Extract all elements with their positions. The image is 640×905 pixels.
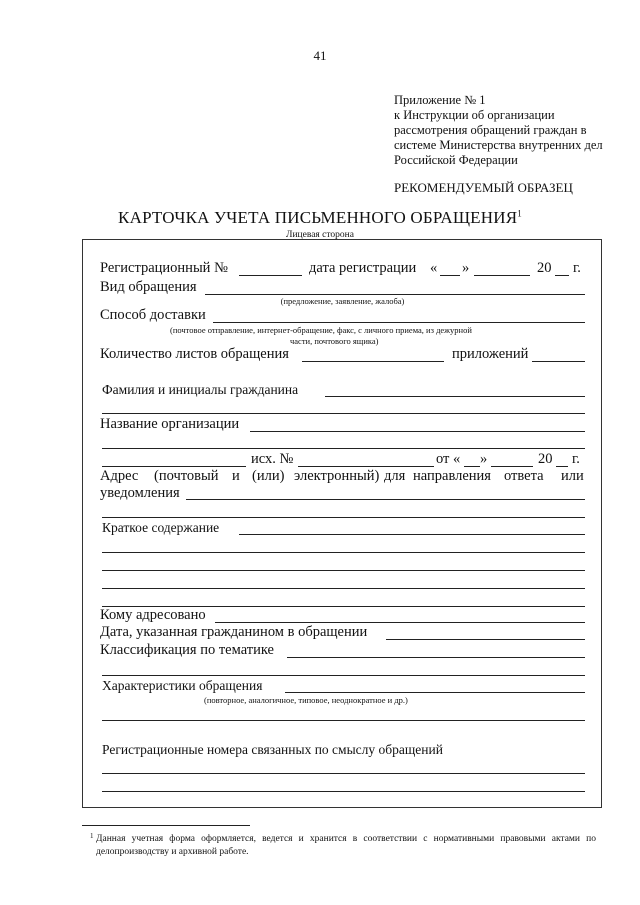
attachments-label: приложений bbox=[452, 346, 529, 362]
classification-field-line2[interactable] bbox=[102, 675, 585, 676]
century2-label: 20 bbox=[538, 451, 553, 467]
appendix-line: Российской Федерации bbox=[394, 153, 518, 167]
address-word: электронный) bbox=[294, 468, 380, 484]
addressed-to-field[interactable] bbox=[215, 622, 585, 623]
page-number: 41 bbox=[313, 48, 327, 63]
appeal-type-hint: (предложение, заявление, жалоба) bbox=[280, 296, 405, 306]
reg-date-label: дата регистрации bbox=[309, 260, 417, 276]
organization-label: Название организации bbox=[100, 416, 240, 432]
sheets-field[interactable] bbox=[302, 361, 444, 362]
citizen-field[interactable] bbox=[325, 396, 585, 397]
citizen-date-label: Дата, указанная гражданином в обращении bbox=[100, 624, 368, 640]
address-word: (или) bbox=[252, 468, 285, 484]
appeal-type-field[interactable] bbox=[205, 294, 585, 295]
address-field[interactable] bbox=[186, 499, 585, 500]
summary-field[interactable] bbox=[239, 534, 585, 535]
reg-number-label: Регистрационный № bbox=[100, 260, 228, 276]
year-suffix2: г. bbox=[572, 451, 580, 467]
delivery-hint: (почтовое отправление, интернет-обращение, факс, с личного приема, из дежурной bbox=[170, 325, 472, 335]
address-word: или bbox=[561, 468, 584, 484]
citizen-field-line2[interactable] bbox=[102, 413, 585, 414]
footnote-rule bbox=[82, 825, 250, 826]
classification-field[interactable] bbox=[287, 657, 585, 658]
characteristics-label: Характеристики обращения bbox=[102, 678, 263, 693]
outgoing-org-field[interactable] bbox=[102, 466, 246, 467]
address-word: направления bbox=[413, 468, 491, 484]
century-label: 20 bbox=[537, 260, 552, 276]
summary-label: Краткое содержание bbox=[102, 520, 220, 535]
footnote-ref: 1 bbox=[517, 208, 522, 219]
sheets-label: Количество листов обращения bbox=[100, 346, 289, 362]
from-quote-close: » bbox=[480, 451, 488, 467]
reg-month-field[interactable] bbox=[474, 275, 530, 276]
card-title: КАРТОЧКА УЧЕТА ПИСЬМЕННОГО ОБРАЩЕНИЯ$^1$ bbox=[118, 208, 522, 227]
classification-label: Классификация по тематике bbox=[100, 642, 274, 658]
appendix-line: Приложение № 1 bbox=[394, 93, 486, 107]
address-word: ответа bbox=[504, 468, 544, 484]
citizen-date-field[interactable] bbox=[386, 639, 585, 640]
related-numbers-label: Регистрационные номера связанных по смыслу обращений bbox=[102, 742, 443, 757]
summary-field-line[interactable] bbox=[102, 588, 585, 589]
from-year-field[interactable] bbox=[556, 466, 568, 467]
address-word: (почтовый bbox=[154, 468, 219, 484]
quote-close: » bbox=[462, 260, 470, 276]
related-numbers-field-line2[interactable] bbox=[102, 791, 585, 792]
characteristics-field-line2[interactable] bbox=[102, 720, 585, 721]
appendix-line: к Инструкции об организации bbox=[394, 108, 555, 122]
delivery-hint: части, почтового ящика) bbox=[290, 336, 379, 346]
summary-field-line[interactable] bbox=[102, 552, 585, 553]
related-numbers-field[interactable] bbox=[102, 773, 585, 774]
address-word: для bbox=[384, 468, 406, 484]
appendix-line: системе Министерства внутренних дел bbox=[394, 138, 603, 152]
footnote-mark: 1 bbox=[90, 832, 94, 840]
address-word: Адрес bbox=[100, 468, 139, 484]
reg-year-field[interactable] bbox=[555, 275, 569, 276]
attachments-field[interactable] bbox=[532, 361, 585, 362]
address-word: и bbox=[232, 468, 240, 484]
delivery-label: Способ доставки bbox=[100, 307, 206, 323]
organization-field[interactable] bbox=[250, 431, 585, 432]
characteristics-field[interactable] bbox=[285, 692, 585, 693]
footnote bbox=[90, 832, 596, 859]
sample-label: РЕКОМЕНДУЕМЫЙ ОБРАЗЕЦ bbox=[394, 180, 573, 195]
organization-field-line2[interactable] bbox=[102, 448, 585, 449]
appeal-type-label: Вид обращения bbox=[100, 279, 197, 295]
notification-label: уведомления bbox=[100, 485, 180, 501]
quote-open: « bbox=[430, 260, 438, 276]
outgoing-number-field[interactable] bbox=[298, 466, 434, 467]
reg-number-field[interactable] bbox=[239, 275, 302, 276]
card-side: Лицевая сторона bbox=[286, 230, 354, 240]
characteristics-hint: (повторное, аналогичное, типовое, неоднократное и др.) bbox=[204, 695, 408, 705]
summary-field-line[interactable] bbox=[102, 570, 585, 571]
from-month-field[interactable] bbox=[491, 466, 533, 467]
year-suffix: г. bbox=[573, 260, 581, 276]
from-day-field[interactable] bbox=[464, 466, 480, 467]
address-field-line2[interactable] bbox=[102, 517, 585, 518]
reg-day-field[interactable] bbox=[440, 275, 460, 276]
addressed-to-label: Кому адресовано bbox=[100, 607, 206, 623]
delivery-field[interactable] bbox=[213, 322, 585, 323]
from-label: от « bbox=[436, 451, 461, 467]
outgoing-label: исх. № bbox=[251, 451, 294, 467]
citizen-label: Фамилия и инициалы гражданина bbox=[102, 382, 299, 397]
appendix-line: рассмотрения обращений граждан в bbox=[394, 123, 587, 137]
footnote-text: Данная учетная форма оформляется, ведется и хранится в соответствии с нормативными правовыми актами по делопроизводству и архивной работе. bbox=[96, 834, 596, 857]
